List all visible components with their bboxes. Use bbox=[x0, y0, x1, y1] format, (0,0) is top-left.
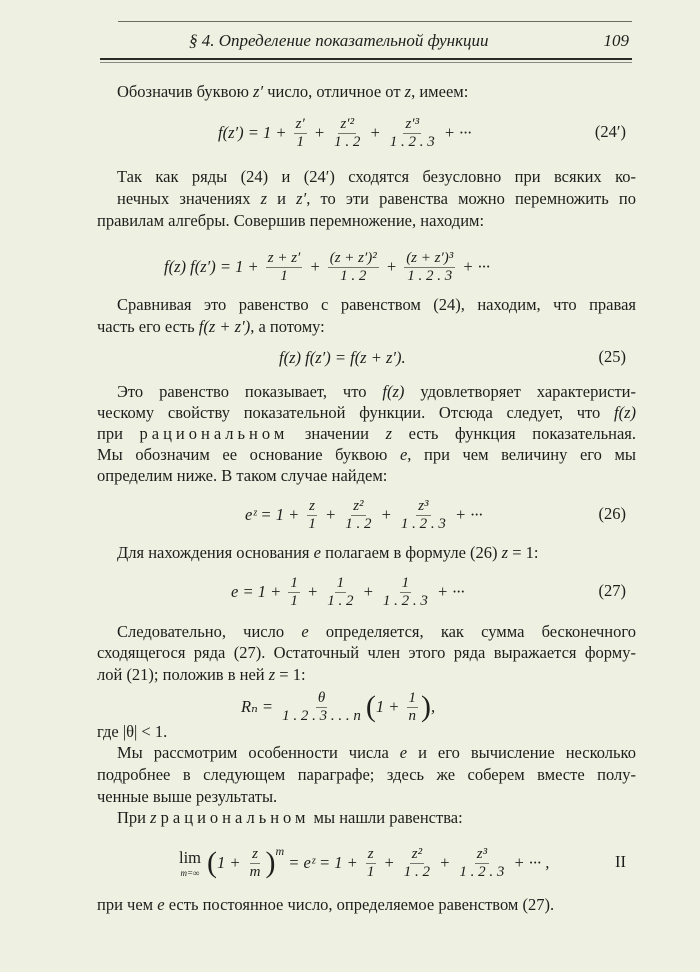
equation-number: (24′) bbox=[594, 122, 626, 141]
fraction bbox=[399, 498, 448, 533]
text-line bbox=[97, 786, 636, 808]
denominator: 1 bbox=[296, 133, 304, 150]
math-text: + ··· , bbox=[509, 853, 550, 872]
text-line bbox=[97, 444, 636, 466]
math-text: , bbox=[431, 697, 436, 716]
fraction bbox=[332, 116, 362, 151]
math-text: 1 + bbox=[375, 697, 404, 716]
page-number: 109 bbox=[603, 31, 629, 50]
equation-limit bbox=[179, 838, 549, 888]
text-segment: и bbox=[267, 189, 297, 208]
denominator: 1 bbox=[280, 267, 288, 284]
fraction bbox=[294, 116, 307, 151]
numerator: z³ bbox=[476, 845, 488, 862]
math-text: + bbox=[379, 853, 399, 872]
text-segment: = 1: bbox=[508, 543, 539, 562]
equation-24-prime bbox=[218, 108, 472, 158]
text-segment: Это равенство показывает, что bbox=[117, 382, 383, 401]
math-text: f(z) f(z′) = f(z + z′). bbox=[279, 348, 406, 367]
fraction bbox=[457, 846, 506, 881]
math-text: Rₙ = bbox=[241, 697, 278, 716]
fraction bbox=[404, 250, 455, 285]
text-line bbox=[97, 764, 636, 786]
text-line bbox=[97, 423, 636, 445]
numerator: z bbox=[367, 845, 374, 862]
math-text: + bbox=[320, 505, 341, 524]
text-line bbox=[117, 381, 636, 403]
denominator: 1 . 2 bbox=[403, 863, 431, 880]
text-segment: , то эти равенства можно перемножить по bbox=[306, 189, 636, 208]
denominator: 1 . 2 . 3 bbox=[407, 267, 453, 284]
math-symbol: z bbox=[404, 82, 412, 101]
text-segment: нечных значениях bbox=[117, 189, 261, 208]
numerator: z′³ bbox=[405, 115, 420, 132]
text-line bbox=[117, 294, 636, 316]
math-text: eᶻ = 1 + bbox=[245, 505, 304, 524]
math-text: + ··· bbox=[458, 257, 491, 276]
text-segment: Для нахождения основания bbox=[117, 543, 314, 562]
lim-subscript: m=∞ bbox=[180, 868, 200, 878]
numerator: z′² bbox=[340, 115, 355, 132]
math-text: + bbox=[365, 123, 385, 142]
text-segment: полагаем в формуле (26) bbox=[320, 543, 502, 562]
text-segment: , при чем величину его мы bbox=[407, 445, 636, 464]
fraction bbox=[248, 846, 263, 881]
math-symbol: z′ bbox=[296, 189, 307, 208]
math-text: + bbox=[358, 582, 378, 601]
parenthesis: ( bbox=[365, 690, 376, 723]
numerator: z² bbox=[411, 845, 423, 862]
text-segment: Обозначив буквою bbox=[117, 82, 254, 101]
numerator: z′ bbox=[295, 115, 305, 132]
lim-label: lim bbox=[179, 848, 202, 867]
denominator: 1 . 2 . 3 bbox=[459, 863, 505, 880]
numerator: z bbox=[252, 845, 258, 862]
fraction bbox=[343, 498, 373, 533]
math-text: f(z′) = 1 + bbox=[218, 123, 291, 142]
text-segment: число, отличное от bbox=[263, 82, 405, 101]
numerator: (z + z′)² bbox=[329, 249, 377, 266]
math-symbol: z bbox=[385, 424, 393, 443]
denominator: 1 . 2 . 3 bbox=[382, 592, 428, 609]
spaced-emphasis: рациональном bbox=[160, 808, 310, 827]
text-segment: ченные выше результаты. bbox=[97, 787, 278, 806]
text-line bbox=[117, 188, 636, 210]
denominator: 1 . 2 bbox=[345, 515, 372, 532]
math-text: + ··· bbox=[450, 505, 483, 524]
fraction bbox=[266, 250, 303, 285]
equation-26 bbox=[245, 490, 483, 540]
math-symbol: z bbox=[150, 808, 157, 827]
text-line bbox=[97, 894, 636, 916]
math-symbol: z bbox=[501, 543, 509, 562]
text-segment: Сравнивая это равенство с равенством (24), находим, что правая bbox=[117, 295, 636, 314]
text-line bbox=[117, 542, 636, 564]
denominator: 1 . 2 bbox=[327, 592, 354, 609]
math-symbol: f(z + z′) bbox=[198, 317, 251, 336]
math-symbol: f(z) bbox=[614, 403, 636, 422]
text-line bbox=[97, 465, 636, 487]
text-segment: подробнее в следующем параграфе; здесь же соберем вместе полу- bbox=[97, 765, 636, 784]
text-segment: правилам алгебры. Совершив перемножение, находим: bbox=[97, 211, 485, 230]
denominator: n bbox=[408, 707, 417, 724]
denominator: m bbox=[249, 863, 261, 880]
equation-number: II bbox=[615, 852, 626, 871]
denominator: 1 . 2 bbox=[340, 267, 367, 284]
math-symbol: z bbox=[268, 665, 276, 684]
header-rule-thin bbox=[100, 62, 632, 63]
text-segment: лой (21); положив в ней bbox=[97, 665, 269, 684]
denominator: 1 . 2 . 3 . . . n bbox=[282, 707, 361, 724]
math-text: e = 1 + bbox=[231, 582, 286, 601]
math-symbol: z bbox=[260, 189, 268, 208]
math-text: + bbox=[381, 257, 402, 276]
numerator: 1 bbox=[336, 574, 345, 591]
text-line bbox=[117, 807, 636, 829]
text-segment: = 1: bbox=[275, 665, 306, 684]
equation-number: (27) bbox=[598, 581, 626, 600]
text-segment: Мы обозначим ее основание буквою bbox=[97, 445, 400, 464]
numerator: 1 bbox=[401, 574, 410, 591]
math-symbol: e bbox=[399, 743, 408, 762]
text-line bbox=[117, 81, 636, 103]
denominator: 1 bbox=[308, 515, 316, 532]
equation-product bbox=[164, 242, 490, 292]
text-segment: Так как ряды (24) и (24′) сходятся безусловно при всяких ко- bbox=[117, 167, 636, 186]
text-line bbox=[97, 210, 636, 232]
text-segment: сходящегося ряда (27). Остаточный член этого ряда выражается форму- bbox=[97, 643, 636, 662]
math-text: + ··· bbox=[432, 582, 465, 601]
math-symbol: e bbox=[313, 543, 321, 562]
text-segment: есть постоянное число, определяемое равенством (27). bbox=[164, 895, 555, 914]
equation-number: (25) bbox=[598, 347, 626, 366]
text-segment: и его вычисление несколько bbox=[407, 743, 636, 762]
text-segment: При bbox=[117, 808, 151, 827]
text-segment: определим ниже. В таком случае найдем: bbox=[97, 466, 388, 485]
math-text: + bbox=[309, 123, 330, 142]
text-segment: Следовательно, число bbox=[117, 622, 302, 641]
limit-operator bbox=[179, 848, 201, 878]
numerator: 1 bbox=[290, 574, 298, 591]
math-text: + bbox=[435, 853, 455, 872]
math-symbol: z′ bbox=[253, 82, 264, 101]
parenthesis: ) bbox=[421, 690, 432, 723]
text-line bbox=[117, 166, 636, 188]
fraction bbox=[407, 690, 419, 725]
parenthesis: ( bbox=[207, 846, 218, 879]
fraction bbox=[325, 575, 355, 610]
text-line bbox=[97, 642, 636, 664]
header-rule bbox=[100, 58, 632, 60]
math-symbol: e bbox=[157, 895, 165, 914]
denominator: 1 . 2 bbox=[334, 133, 361, 150]
fraction bbox=[280, 690, 363, 725]
numerator: z² bbox=[353, 497, 364, 514]
fraction bbox=[328, 250, 379, 285]
text-segment: удовлетворяет характеристи- bbox=[404, 382, 636, 401]
text-segment: , имеем: bbox=[411, 82, 469, 101]
equation-25 bbox=[279, 333, 406, 383]
text-segment: , а потому: bbox=[250, 317, 325, 336]
text-segment: определяется, как сумма бесконечного bbox=[308, 622, 636, 641]
math-symbol: e bbox=[301, 622, 309, 641]
text-line bbox=[97, 402, 636, 424]
text-segment: значении bbox=[288, 424, 386, 443]
equation-number: (26) bbox=[598, 504, 626, 523]
numerator: (z + z′)³ bbox=[406, 249, 454, 266]
math-text: + bbox=[376, 505, 396, 524]
running-header-title: § 4. Определение показательной функции bbox=[189, 31, 489, 50]
text-segment: при чем bbox=[97, 895, 158, 914]
equation-remainder bbox=[241, 682, 435, 732]
exponent: m bbox=[275, 844, 285, 858]
text-segment: мы нашли равенства: bbox=[309, 808, 463, 827]
denominator: 1 . 2 . 3 bbox=[389, 133, 435, 150]
denominator: 1 . 2 . 3 bbox=[400, 515, 446, 532]
text-line bbox=[117, 742, 636, 764]
numerator: z bbox=[309, 497, 316, 514]
math-text: + bbox=[305, 257, 325, 276]
math-symbol: e bbox=[399, 445, 408, 464]
fraction bbox=[388, 116, 437, 151]
fraction bbox=[365, 846, 377, 881]
text-segment: Мы рассмотрим особенности числа bbox=[117, 743, 400, 762]
numerator: z + z′ bbox=[267, 249, 301, 266]
denominator: 1 bbox=[366, 863, 375, 880]
math-text: 1 + bbox=[217, 853, 245, 872]
text-segment: при bbox=[97, 424, 140, 443]
math-text: f(z) f(z′) = 1 + bbox=[164, 257, 263, 276]
math-text: + bbox=[302, 582, 323, 601]
equation-27 bbox=[231, 567, 465, 617]
numerator: z³ bbox=[418, 497, 429, 514]
math-text: = eᶻ = 1 + bbox=[284, 853, 362, 872]
fraction bbox=[402, 846, 432, 881]
math-text: + ··· bbox=[439, 123, 472, 142]
header-top-rule bbox=[118, 21, 632, 22]
fraction bbox=[288, 575, 300, 610]
math-symbol: f(z) bbox=[382, 382, 405, 401]
text-segment: есть функция показательная. bbox=[392, 424, 636, 443]
text-segment: где |θ| < 1. bbox=[97, 722, 168, 741]
spaced-emphasis: рациональном bbox=[139, 424, 289, 443]
numerator: 1 bbox=[408, 689, 417, 706]
text-segment: ческому свойству показательной функции. Отсюда следует, что bbox=[97, 403, 614, 422]
text-segment: часть его есть bbox=[97, 317, 199, 336]
parenthesis: ) bbox=[265, 846, 276, 879]
denominator: 1 bbox=[290, 592, 298, 609]
numerator: θ bbox=[317, 689, 326, 706]
fraction bbox=[381, 575, 430, 610]
text-line bbox=[117, 621, 636, 643]
fraction bbox=[306, 498, 318, 533]
